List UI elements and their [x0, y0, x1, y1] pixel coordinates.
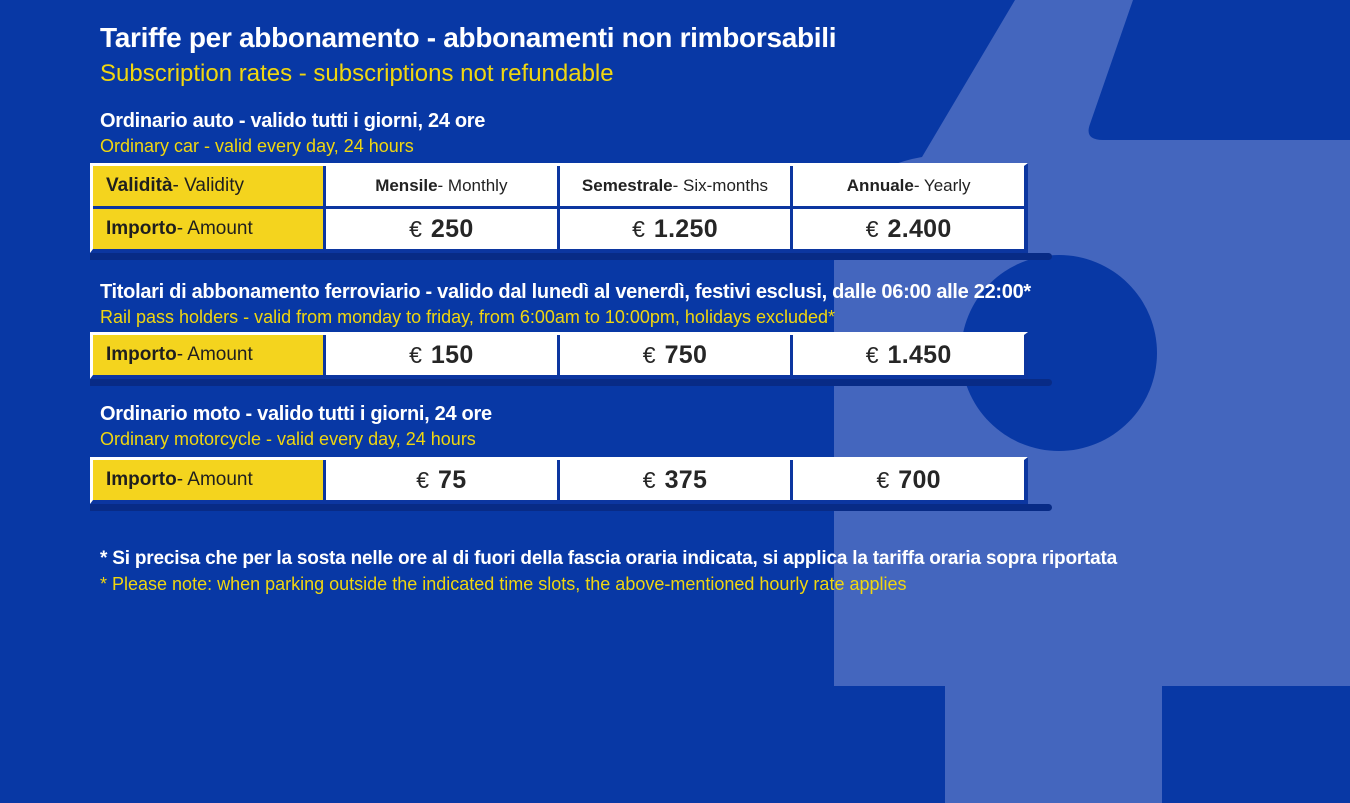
amount-label-en: - Amount [176, 344, 253, 365]
validity-header-cell [93, 166, 323, 206]
euro-sign: € [865, 341, 879, 368]
footnote-en: * Please note: when parking outside the indicated time slots, the above-mentioned hourly rate applies [100, 574, 907, 594]
page-subtitle: Subscription rates - subscriptions not refundable [100, 60, 614, 87]
euro-sign: € [642, 341, 656, 368]
car-monthly-price: 250 [430, 214, 474, 243]
monthly-label-it: Mensile [375, 176, 438, 195]
moto-monthly-price-cell [326, 460, 557, 500]
rail-amount-label-cell [93, 335, 323, 375]
moto-yearly-price-cell [793, 460, 1024, 500]
car-tariff-table [90, 163, 1028, 253]
amount-label-it: Importo [106, 344, 177, 365]
amount-label-en: - Amount [176, 218, 253, 239]
car-yearly-price-cell [793, 209, 1024, 249]
section-moto-heading-it: Ordinario moto - valido tutti i giorni, 24 ore [100, 403, 492, 425]
section-rail-heading-it: Titolari di abbonamento ferroviario - valido dal lunedì al venerdì, festivi esclusi, dalle 06:00 alle 22:00* [100, 281, 1031, 303]
rail-monthly-price-cell [326, 335, 557, 375]
section-rail-heading-en: Rail pass holders - valid from monday to friday, from 6:00am to 10:00pm, holidays excluded* [100, 307, 836, 327]
section-moto-heading-en: Ordinary motorcycle - valid every day, 24 hours [100, 429, 476, 449]
car-table-shadow [90, 253, 1052, 260]
moto-sixmonths-price: 375 [664, 465, 708, 494]
sixmonths-label-en: - Six-months [672, 176, 769, 195]
rail-sixmonths-price: 750 [664, 340, 708, 369]
car-monthly-price-cell [326, 209, 557, 249]
euro-sign: € [632, 215, 645, 242]
moto-amount-label-cell [93, 460, 323, 500]
section-car-heading-it: Ordinario auto - valido tutti i giorni, 24 ore [100, 110, 486, 132]
car-sixmonths-price: 1.250 [653, 214, 718, 243]
sixmonths-label-it: Semestrale [581, 176, 673, 195]
rail-yearly-price: 1.450 [887, 340, 952, 369]
yearly-label-it: Annuale [846, 176, 914, 195]
euro-sign: € [642, 466, 656, 493]
validity-label-en: - Validity [172, 175, 244, 196]
car-sixmonths-price-cell [560, 209, 791, 249]
moto-sixmonths-price-cell [560, 460, 791, 500]
moto-tariff-table [90, 457, 1028, 504]
rail-tariff-table [90, 332, 1028, 379]
yearly-label-en: - Yearly [913, 176, 971, 195]
car-amount-label-cell [93, 209, 323, 249]
amount-label-it: Importo [106, 218, 177, 239]
monthly-label-en: - Monthly [437, 176, 508, 195]
page-title: Tariffe per abbonamento - abbonamenti non rimborsabili [100, 22, 837, 53]
rail-yearly-price-cell [793, 335, 1024, 375]
validity-label-it: Validità [106, 175, 173, 196]
euro-sign: € [409, 215, 422, 242]
yearly-header-cell [793, 166, 1024, 206]
rail-sixmonths-price-cell [560, 335, 791, 375]
rail-monthly-price: 150 [430, 340, 474, 369]
rail-table-shadow [90, 379, 1052, 386]
moto-monthly-price: 75 [438, 465, 467, 494]
amount-label-en: - Amount [176, 469, 253, 490]
footnote-it: * Si precisa che per la sosta nelle ore al di fuori della fascia oraria indicata, si applica la tariffa oraria sopra riportata [100, 548, 1118, 569]
sixmonths-header-cell [560, 166, 791, 206]
moto-yearly-price: 700 [898, 465, 941, 494]
amount-label-it: Importo [106, 469, 177, 490]
car-yearly-price: 2.400 [887, 214, 952, 243]
euro-sign: € [416, 466, 430, 493]
monthly-header-cell [326, 166, 557, 206]
euro-sign: € [876, 466, 890, 493]
moto-table-shadow [90, 504, 1052, 511]
euro-sign: € [865, 215, 879, 242]
euro-sign: € [409, 341, 422, 368]
section-car-heading-en: Ordinary car - valid every day, 24 hours [100, 136, 414, 156]
